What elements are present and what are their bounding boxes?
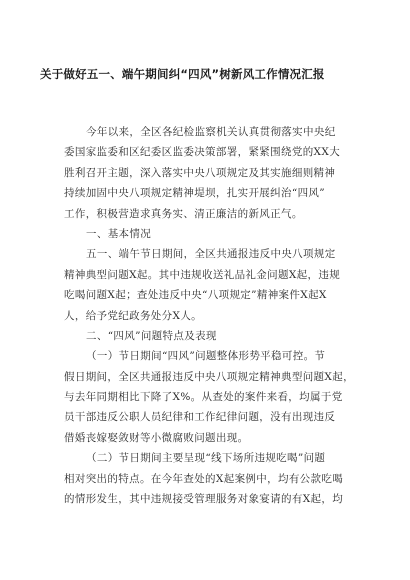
- body-line: 相对突出的特点。在今年查处的X起案例中，均有公款吃喝: [64, 472, 344, 485]
- body-line: 精神典型问题X起。其中违规收送礼品礼金问题X起，违规: [64, 268, 341, 281]
- body-line: 今年以来，全区各纪检监察机关认真贯彻落实中央纪: [86, 126, 336, 138]
- body-line: 吃喝问题X起；查处违反中央“八项规定”精神案件X起X: [64, 289, 327, 302]
- subsection-line: （一）节日期间“四风”问题整体形势平稳可控。节: [86, 350, 326, 363]
- document-title: 关于做好五一、端午期间纠“四风”树新风工作情况汇报: [40, 67, 325, 81]
- body-line: 工作，积极营造求真务实、清正廉洁的新风正气。: [64, 207, 303, 220]
- body-line: 持续加固中央八项规定精神堤坝，扎实开展纠治“四风”: [64, 187, 325, 200]
- body-line: 的情形发生，其中违规接受管理服务对象宴请的有X起，均: [64, 493, 344, 506]
- body-line: 委国家监委和区纪委区监委决策部署，紧紧围绕党的XX大: [64, 146, 341, 159]
- body-line: 与去年同期相比下降了X%。从查处的案件来看，均属于党: [64, 391, 343, 404]
- body-line: 假日期间，全区共通报违反中央八项规定精神典型问题X起，: [64, 370, 354, 383]
- section-heading: 二、“四风”问题特点及表现: [86, 329, 217, 342]
- body-line: 员干部违反公职人员纪律和工作纪律问题，没有出现违反: [64, 411, 336, 424]
- section-heading: 一、基本情况: [86, 227, 152, 240]
- body-line: 人，给予党纪政务处分X人。: [64, 309, 203, 322]
- body-line: 借婚丧嫁娶敛财等小微腐败问题出现。: [64, 431, 249, 444]
- body-line: 五一、端午节日期间，全区共通报违反中央八项规定: [86, 248, 336, 261]
- subsection-line: （二）节日期间主要呈现“线下场所违规吃喝”问题: [86, 452, 326, 465]
- document-body: [64, 122, 354, 509]
- body-line: 胜利召开主题，深入落实中央八项规定及其实施细则精神: [64, 166, 336, 179]
